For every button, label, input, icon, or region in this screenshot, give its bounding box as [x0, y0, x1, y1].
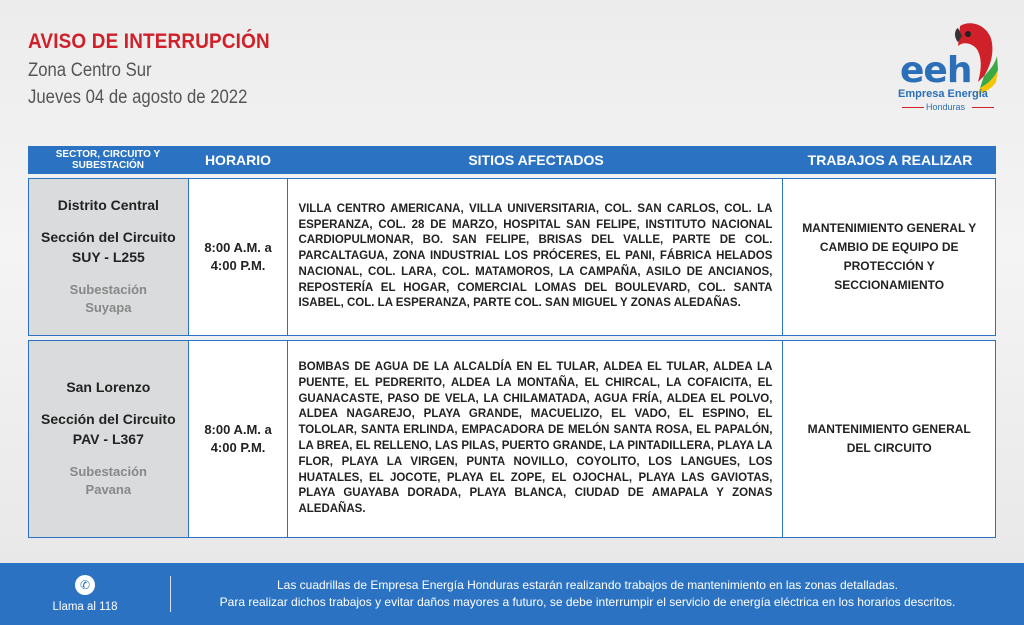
time-end: 4:00 P.M. [210, 440, 266, 455]
logo-company: Empresa Energía [898, 88, 988, 100]
eeh-logo [898, 20, 998, 116]
interruption-table [28, 146, 996, 538]
logo-line-right [972, 107, 994, 108]
district-name: Distrito Central [57, 197, 159, 213]
footer-banner [0, 563, 1024, 625]
district-name: San Lorenzo [66, 379, 151, 395]
sites-text: BOMBAS DE AGUA DE LA ALCALDÍA EN EL TULAR, ALDEA EL TULAR, ALDEA LA PUENTE, EL PEDRERITO, ALDEA LA MONTAÑA, EL CHIRCAL, LA COFAICITA, EL GUANACASTE, PASO DE VELA, LA CHILAMATADA, AGUA FRÍA, ALDEA EL POLVO, ALDEA NAGAREJO, PLAYA GRANDE, MACUELIZO, EL VADO, EL ESPINO, EL TOLOLAR, SANTA ERLINDA, EMPACADORA DE MELÓN SANTA ROSA, EL PAPALÓN, LA BREA, EL RELLENO, LAS PILAS, PUERTO GRANDE, LA PINTADILLERA, PLAYA LA FLOR, PLAYA LA VIRGEN, PUNTA NOVILLO, COYOLITO, LOS LANGUES, LOS HUATALES, EL JOCOTE, PLAYA EL ZOPE, EL OJOCHAL, PLAYA LAS GAVIOTAS, PLAYA GUAYABA DORADA, PLAYA BLANCA, CIUDAD DE AMAPALA Y ZONAS ALEDAÑAS. [298, 361, 773, 516]
header-sites: SITIOS AFECTADOS [468, 152, 604, 168]
phone-icon[interactable]: ✆ [75, 575, 95, 595]
footer-message [171, 577, 1024, 611]
page-title: AVISO DE INTERRUPCIÓN [28, 30, 270, 53]
work-cell [783, 179, 995, 335]
circuit-section [41, 409, 176, 449]
work-text: MANTENIMIENTO GENERAL DEL CIRCUITO [807, 422, 971, 455]
substation-name: Suyapa [85, 300, 132, 315]
sites-text: VILLA CENTRO AMERICANA, VILLA UNIVERSITARIA, COL. SAN CARLOS, COL. LA ESPERANZA, COL. 28 DE MARZO, HOSPITAL SAN FELIPE, INSTITUTO NACIONAL CARDIOPULMONAR, BO. SAN FELIPE, BRISAS DEL VALLE, PARTE DE COL. PARCALTAGUA, ZONA INDUSTRIAL LOS PRÓCERES, EL PANI, FÁBRICA HELADOS NACIONAL, COL. LARA, COL. MATAMOROS, LA CAMPAÑA, ASILO DE ANCIANOS, REPOSTERÍA EL HOGAR, COMERCIAL LOMAS DEL BOULEVARD, COL. SANTA ISABEL, COL. LA ESPERANZA, PARTE COL. SAN MIGUEL Y ZONAS ALEDAÑAS. [298, 202, 773, 310]
section-label: Sección del Circuito [41, 229, 176, 245]
sector-cell [29, 179, 189, 335]
circuit-code: SUY - L255 [71, 249, 145, 265]
work-text: MANTENIMIENTO GENERAL Y CAMBIO DE EQUIPO DE PROTECCIÓN Y SECCIONAMIENTO [802, 221, 977, 292]
schedule-cell [189, 341, 289, 537]
substation-name: Pavana [85, 482, 132, 497]
header-work: TRABAJOS A REALIZAR [807, 152, 973, 168]
table-row [28, 178, 996, 336]
substation-label: Subestación [69, 464, 147, 479]
sites-cell [288, 179, 783, 335]
call-label: Llama al 118 [52, 601, 118, 613]
substation-info [70, 281, 147, 317]
sites-cell [288, 341, 783, 537]
header-schedule: HORARIO [204, 152, 272, 168]
sector-cell [29, 341, 189, 537]
table-header [28, 146, 996, 174]
footer-line-1: Las cuadrillas de Empresa Energía Honduras estarán realizando trabajos de mantenimiento en las zonas detalladas. [276, 578, 899, 592]
header [28, 30, 297, 109]
zone-label: Zona Centro Sur [28, 60, 152, 81]
footer-line-2: Para realizar dichos trabajos y evitar daños mayores a futuro, se debe interrumpir el servicio de energía eléctrica en los horarios descritos. [219, 595, 956, 609]
schedule-cell [189, 179, 289, 335]
work-cell [783, 341, 995, 537]
date-label: Jueves 04 de agosto de 2022 [28, 87, 248, 108]
time-start: 8:00 A.M. a [204, 240, 272, 255]
header-sector: SECTOR, CIRCUITO Y SUBESTACIÓN [55, 149, 161, 171]
section-label: Sección del Circuito [41, 411, 176, 427]
circuit-section [41, 227, 176, 267]
logo-wordmark: eeh [900, 50, 972, 91]
time-end: 4:00 P.M. [210, 258, 266, 273]
call-block[interactable] [0, 575, 170, 613]
table-row [28, 340, 996, 538]
substation-label: Subestación [69, 282, 147, 297]
footer-divider [170, 576, 171, 612]
time-start: 8:00 A.M. a [204, 422, 272, 437]
logo-country: Honduras [926, 102, 966, 112]
logo-line-left [902, 107, 924, 108]
circuit-code: PAV - L367 [72, 431, 144, 447]
substation-info [70, 463, 147, 499]
